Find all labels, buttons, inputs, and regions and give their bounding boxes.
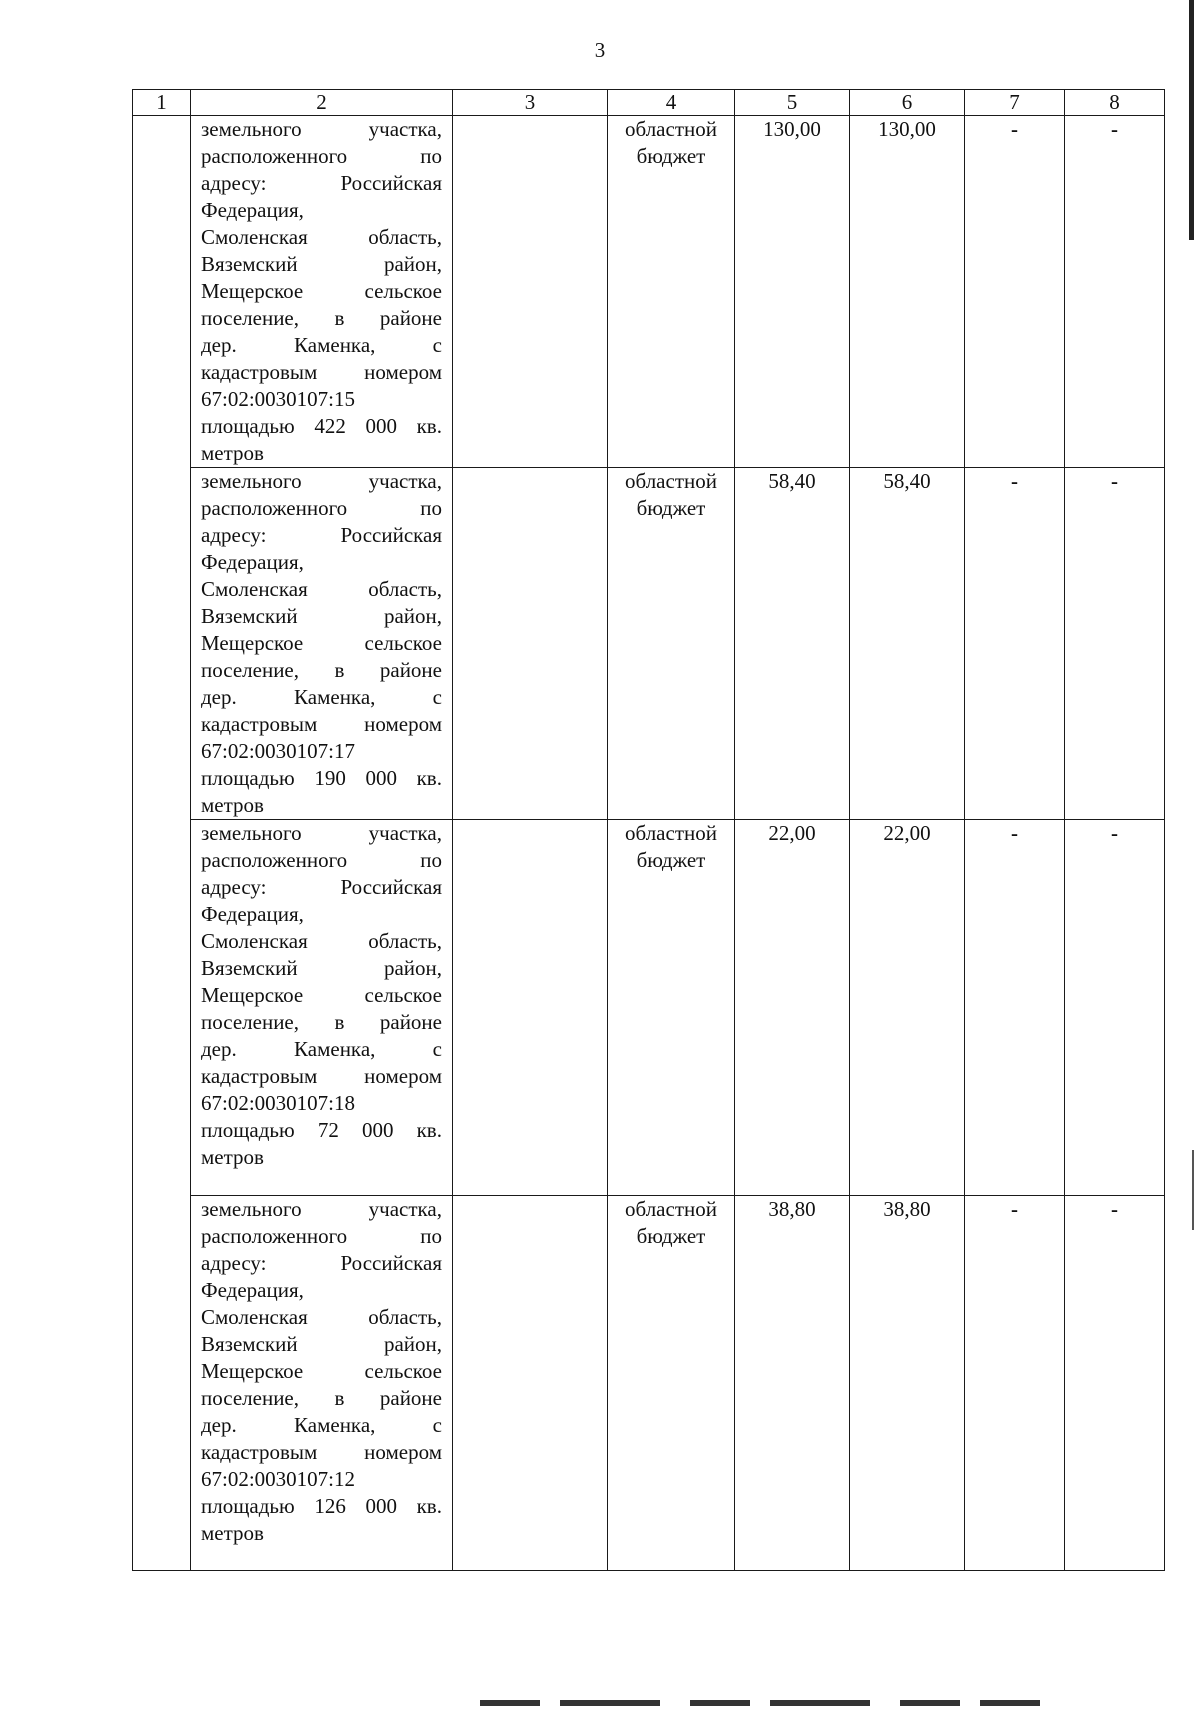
source-line: бюджет (636, 144, 706, 168)
description-line: Федерация, (201, 1278, 304, 1302)
description-line: метров (201, 441, 264, 465)
description-line: земельного участка, (201, 469, 442, 493)
description-line: поселение, в районе (201, 1010, 442, 1034)
amount-col7: - (965, 1196, 1065, 1571)
description-line: кадастровым номером (201, 1440, 442, 1464)
land-plot-description (191, 116, 453, 468)
table-row (133, 820, 1165, 1196)
scan-bottom-marks (480, 1700, 1040, 1706)
description-line: Мещерское сельское (201, 279, 442, 303)
funding-source (608, 116, 735, 468)
description-line: расположенного по (201, 144, 442, 168)
table-body (133, 116, 1165, 1571)
land-plot-description (191, 1196, 453, 1571)
description-line: 67:02:0030107:18 (201, 1091, 356, 1115)
amount-col6: 58,40 (850, 468, 965, 820)
source-line: областной (625, 821, 717, 845)
description-line: метров (201, 1145, 264, 1169)
description-line: поселение, в районе (201, 306, 442, 330)
description-line: площадью 190 000 кв. (201, 766, 442, 790)
amount-col5: 22,00 (735, 820, 850, 1196)
description-line: метров (201, 1521, 264, 1545)
description-line: земельного участка, (201, 821, 442, 845)
description-line: расположенного по (201, 1224, 442, 1248)
description-line: поселение, в районе (201, 1386, 442, 1410)
description-line: расположенного по (201, 496, 442, 520)
description-line: земельного участка, (201, 117, 442, 141)
row-index-cell (133, 820, 191, 1196)
description-line: Смоленская область, (201, 1305, 442, 1329)
land-plot-description (191, 820, 453, 1196)
description-line: кадастровым номером (201, 712, 442, 736)
description-line: адресу: Российская (201, 1251, 442, 1275)
description-line: Мещерское сельское (201, 983, 442, 1007)
column-3-cell (453, 116, 608, 468)
funding-source (608, 820, 735, 1196)
source-line: бюджет (636, 496, 706, 520)
column-3-cell (453, 820, 608, 1196)
amount-col6: 38,80 (850, 1196, 965, 1571)
description-line: дер. Каменка, с (201, 333, 442, 357)
table-row (133, 116, 1165, 468)
description-line: поселение, в районе (201, 658, 442, 682)
description-line: адресу: Российская (201, 875, 442, 899)
description-line: Смоленская область, (201, 577, 442, 601)
description-line: Смоленская область, (201, 225, 442, 249)
source-line: областной (625, 117, 717, 141)
amount-col5: 130,00 (735, 116, 850, 468)
description-line: расположенного по (201, 848, 442, 872)
source-line: бюджет (636, 848, 706, 872)
amount-col8: - (1065, 1196, 1165, 1571)
funding-source (608, 468, 735, 820)
column-3-cell (453, 468, 608, 820)
budget-table (132, 89, 1165, 1571)
description-line: Вяземский район, (201, 252, 442, 276)
amount-col8: - (1065, 820, 1165, 1196)
description-line: Мещерское сельское (201, 631, 442, 655)
source-line: бюджет (636, 1224, 706, 1248)
page-number: 3 (594, 38, 606, 62)
description-line: кадастровым номером (201, 360, 442, 384)
row-index-cell (133, 116, 191, 468)
source-line: областной (625, 469, 717, 493)
description-line: Федерация, (201, 198, 304, 222)
row-index-cell (133, 468, 191, 820)
header-cell-6: 6 (850, 90, 965, 116)
description-line: дер. Каменка, с (201, 685, 442, 709)
row-index-cell (133, 1196, 191, 1571)
amount-col6: 22,00 (850, 820, 965, 1196)
description-line: площадью 126 000 кв. (201, 1494, 442, 1518)
funding-source (608, 1196, 735, 1571)
header-cell-5: 5 (735, 90, 850, 116)
description-line: 67:02:0030107:12 (201, 1467, 356, 1491)
amount-col7: - (965, 468, 1065, 820)
header-cell-4: 4 (608, 90, 735, 116)
amount-col5: 58,40 (735, 468, 850, 820)
scan-edge-mark (1189, 0, 1194, 240)
description-line: Смоленская область, (201, 929, 442, 953)
description-line: Вяземский район, (201, 1332, 442, 1356)
description-line: площадью 422 000 кв. (201, 414, 442, 438)
description-line: 67:02:0030107:17 (201, 739, 356, 763)
description-line: адресу: Российская (201, 171, 442, 195)
description-line: Федерация, (201, 550, 304, 574)
header-row (133, 90, 1165, 116)
description-line: дер. Каменка, с (201, 1413, 442, 1437)
description-line: площадью 72 000 кв. (201, 1118, 442, 1142)
description-line: земельного участка, (201, 1197, 442, 1221)
description-line: адресу: Российская (201, 523, 442, 547)
header-cell-2: 2 (191, 90, 453, 116)
table-row (133, 468, 1165, 820)
amount-col7: - (965, 116, 1065, 468)
description-line: метров (201, 793, 264, 817)
amount-col7: - (965, 820, 1065, 1196)
header-cell-7: 7 (965, 90, 1065, 116)
amount-col6: 130,00 (850, 116, 965, 468)
description-line: Мещерское сельское (201, 1359, 442, 1383)
description-line: Вяземский район, (201, 956, 442, 980)
description-line: кадастровым номером (201, 1064, 442, 1088)
column-3-cell (453, 1196, 608, 1571)
header-cell-1: 1 (133, 90, 191, 116)
description-line: Федерация, (201, 902, 304, 926)
land-plot-description (191, 468, 453, 820)
amount-col8: - (1065, 116, 1165, 468)
header-cell-3: 3 (453, 90, 608, 116)
description-line: 67:02:0030107:15 (201, 387, 356, 411)
amount-col8: - (1065, 468, 1165, 820)
description-line: дер. Каменка, с (201, 1037, 442, 1061)
table-row (133, 1196, 1165, 1571)
description-line: Вяземский район, (201, 604, 442, 628)
scan-edge-mark-lower (1192, 1150, 1194, 1230)
amount-col5: 38,80 (735, 1196, 850, 1571)
source-line: областной (625, 1197, 717, 1221)
header-cell-8: 8 (1065, 90, 1165, 116)
